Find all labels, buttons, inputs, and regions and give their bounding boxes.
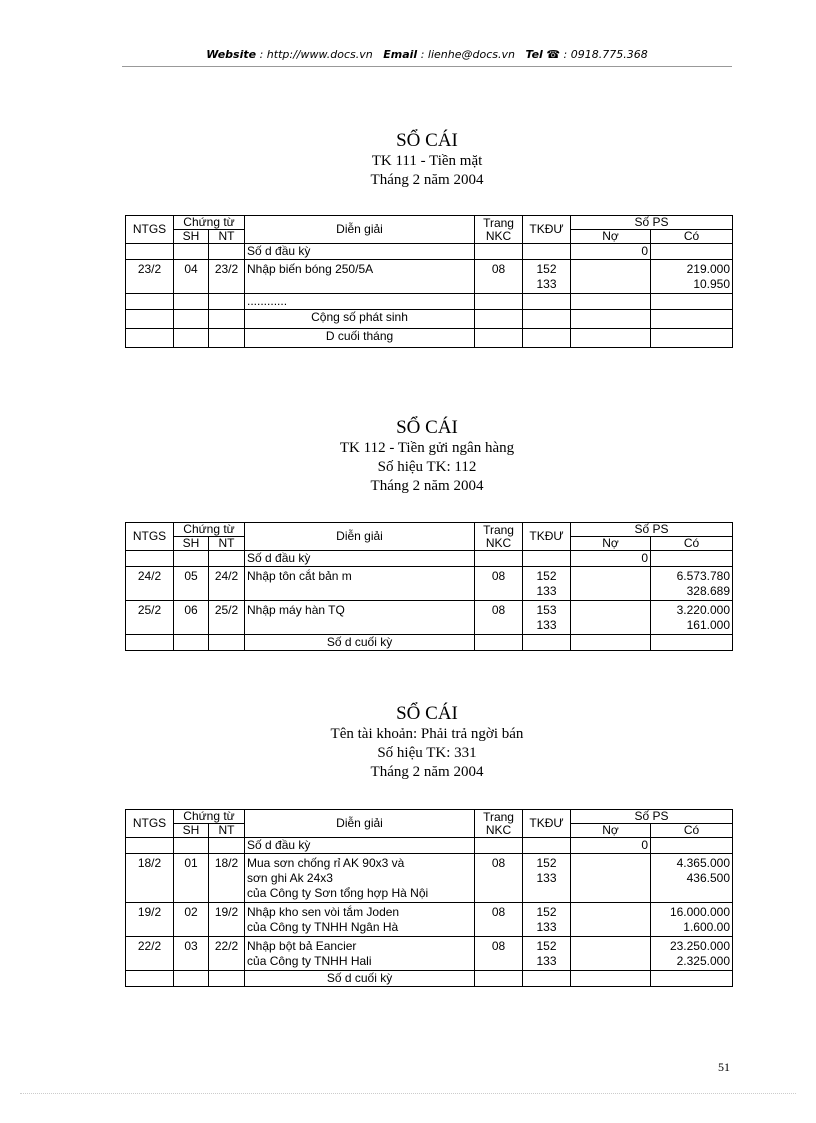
row-trang: 08 xyxy=(475,937,523,971)
row-date: 23/2 xyxy=(126,260,174,294)
row-date: 22/2 xyxy=(126,937,174,971)
col-chung-tu: Chứng từ xyxy=(174,216,245,230)
row-nt: 24/2 xyxy=(209,567,245,601)
col-nt: NT xyxy=(209,537,245,551)
total-row xyxy=(126,310,733,329)
ledger2-titles xyxy=(122,417,732,496)
ledger2-title: SỔ CÁI xyxy=(396,417,458,438)
row-sh: 04 xyxy=(174,260,209,294)
row-sh: 01 xyxy=(174,854,209,903)
row-tkdu: 152 133 xyxy=(523,903,571,937)
col-nt: NT xyxy=(209,824,245,838)
opening-desc: Số d đầu kỳ xyxy=(245,838,475,854)
page-number: 51 xyxy=(718,1060,730,1074)
table-row xyxy=(126,260,733,294)
col-co: Có xyxy=(651,824,733,838)
total-desc: Cộng số phát sinh xyxy=(245,310,475,329)
row-co: 23.250.000 2.325.000 xyxy=(651,937,733,971)
row-tkdu: 152 133 xyxy=(523,260,571,294)
row-date: 19/2 xyxy=(126,903,174,937)
page-header xyxy=(122,48,732,61)
col-so-ps: Số PS xyxy=(571,810,733,824)
row-date: 25/2 xyxy=(126,601,174,635)
col-co: Có xyxy=(651,537,733,551)
col-chung-tu: Chứng từ xyxy=(174,810,245,824)
row-desc: Nhập máy hàn TQ xyxy=(245,601,475,635)
col-so-ps: Số PS xyxy=(571,523,733,537)
col-chung-tu: Chứng từ xyxy=(174,523,245,537)
website-value: : http://www.docs.vn xyxy=(259,48,373,61)
col-no: Nợ xyxy=(571,537,651,551)
row-tkdu: 152 133 xyxy=(523,937,571,971)
opening-no: 0 xyxy=(571,838,651,854)
phone-icon: ☎ xyxy=(546,48,561,61)
row-desc: Mua sơn chống rỉ AK 90x3 và sơn ghi Ak 24x3 của Công ty Sơn tổng hợp Hà Nội xyxy=(245,854,475,903)
table-row xyxy=(126,567,733,601)
ledger3-account: Tên tài khoản: Phải trả ngời bán xyxy=(330,726,524,742)
row-date: 18/2 xyxy=(126,854,174,903)
row-desc: Nhập biến bóng 250/5A xyxy=(245,260,475,294)
ledger2-code: Số hiệu TK: 112 xyxy=(377,459,477,475)
col-nt: NT xyxy=(209,230,245,244)
ledger1-account: TK 111 - Tiền mặt xyxy=(371,153,483,169)
col-tkdu: TKĐƯ xyxy=(523,216,571,244)
ledger3-title: SỔ CÁI xyxy=(396,703,458,724)
ledger3-table xyxy=(125,809,733,987)
row-sh: 06 xyxy=(174,601,209,635)
closing-desc: D cuối tháng xyxy=(245,329,475,348)
ledger1-titles xyxy=(122,130,732,190)
row-desc: Nhập tôn cắt bản m xyxy=(245,567,475,601)
row-tkdu: 152 133 xyxy=(523,567,571,601)
row-nt: 18/2 xyxy=(209,854,245,903)
ledger2-period: Tháng 2 năm 2004 xyxy=(370,478,484,494)
closing-row xyxy=(126,971,733,987)
row-tkdu: 153 133 xyxy=(523,601,571,635)
table-row xyxy=(126,854,733,903)
row-date: 24/2 xyxy=(126,567,174,601)
closing-row xyxy=(126,635,733,651)
row-tkdu: 152 133 xyxy=(523,854,571,903)
row-trang: 08 xyxy=(475,854,523,903)
row-co: 6.573.780 328.689 xyxy=(651,567,733,601)
tel-label: Tel xyxy=(525,48,543,61)
row-trang: 08 xyxy=(475,260,523,294)
closing-desc: Số d cuối kỳ xyxy=(245,971,475,987)
ledger2-table xyxy=(125,522,733,651)
col-ntgs: NTGS xyxy=(126,216,174,244)
row-sh: 05 xyxy=(174,567,209,601)
opening-desc: Số d đầu kỳ xyxy=(245,244,475,260)
ledger1-table xyxy=(125,215,733,348)
col-dien-giai: Diễn giải xyxy=(245,523,475,551)
ellipsis-text: ............ xyxy=(245,294,475,310)
col-sh: SH xyxy=(174,824,209,838)
col-ntgs: NTGS xyxy=(126,523,174,551)
closing-desc: Số d cuối kỳ xyxy=(245,635,475,651)
email-value: : lienhe@docs.vn xyxy=(420,48,515,61)
col-tkdu: TKĐƯ xyxy=(523,810,571,838)
opening-desc: Số d đầu kỳ xyxy=(245,551,475,567)
ledger1-period: Tháng 2 năm 2004 xyxy=(370,172,484,188)
ellipsis-row xyxy=(126,294,733,310)
col-dien-giai: Diễn giải xyxy=(245,810,475,838)
row-co: 16.000.000 1.600.00 xyxy=(651,903,733,937)
row-nt: 19/2 xyxy=(209,903,245,937)
closing-row xyxy=(126,329,733,348)
opening-row xyxy=(126,551,733,567)
header-divider xyxy=(122,66,732,67)
col-trang-nkc: Trang NKC xyxy=(475,216,523,244)
col-tkdu: TKĐƯ xyxy=(523,523,571,551)
row-desc: Nhập bột bả Eancier của Công ty TNHH Hali xyxy=(245,937,475,971)
row-co: 219.000 10.950 xyxy=(651,260,733,294)
col-trang-nkc: Trang NKC xyxy=(475,523,523,551)
table-row xyxy=(126,937,733,971)
col-dien-giai: Diễn giải xyxy=(245,216,475,244)
footer-divider xyxy=(20,1093,796,1094)
table-row xyxy=(126,601,733,635)
row-trang: 08 xyxy=(475,601,523,635)
row-nt: 25/2 xyxy=(209,601,245,635)
row-co: 4.365.000 436.500 xyxy=(651,854,733,903)
col-trang-nkc: Trang NKC xyxy=(475,810,523,838)
row-co: 3.220.000 161.000 xyxy=(651,601,733,635)
col-no: Nợ xyxy=(571,230,651,244)
opening-row xyxy=(126,838,733,854)
col-no: Nợ xyxy=(571,824,651,838)
col-so-ps: Số PS xyxy=(571,216,733,230)
col-sh: SH xyxy=(174,537,209,551)
ledger3-titles xyxy=(122,703,732,782)
row-desc: Nhập kho sen vòi tắm Joden của Công ty TNHH Ngân Hà xyxy=(245,903,475,937)
table-row xyxy=(126,903,733,937)
row-nt: 23/2 xyxy=(209,260,245,294)
opening-row xyxy=(126,244,733,260)
tel-value: : 0918.775.368 xyxy=(563,48,648,61)
col-ntgs: NTGS xyxy=(126,810,174,838)
ledger1-title: SỔ CÁI xyxy=(396,130,458,151)
ledger3-code: Số hiệu TK: 331 xyxy=(377,745,477,761)
ledger2-account: TK 112 - Tiền gửi ngân hàng xyxy=(339,440,515,456)
row-sh: 02 xyxy=(174,903,209,937)
website-label: Website xyxy=(206,48,257,61)
opening-no: 0 xyxy=(571,244,651,260)
opening-no: 0 xyxy=(571,551,651,567)
email-label: Email xyxy=(383,48,418,61)
row-sh: 03 xyxy=(174,937,209,971)
ledger3-period: Tháng 2 năm 2004 xyxy=(370,764,484,780)
row-nt: 22/2 xyxy=(209,937,245,971)
row-trang: 08 xyxy=(475,903,523,937)
row-trang: 08 xyxy=(475,567,523,601)
col-sh: SH xyxy=(174,230,209,244)
col-co: Có xyxy=(651,230,733,244)
